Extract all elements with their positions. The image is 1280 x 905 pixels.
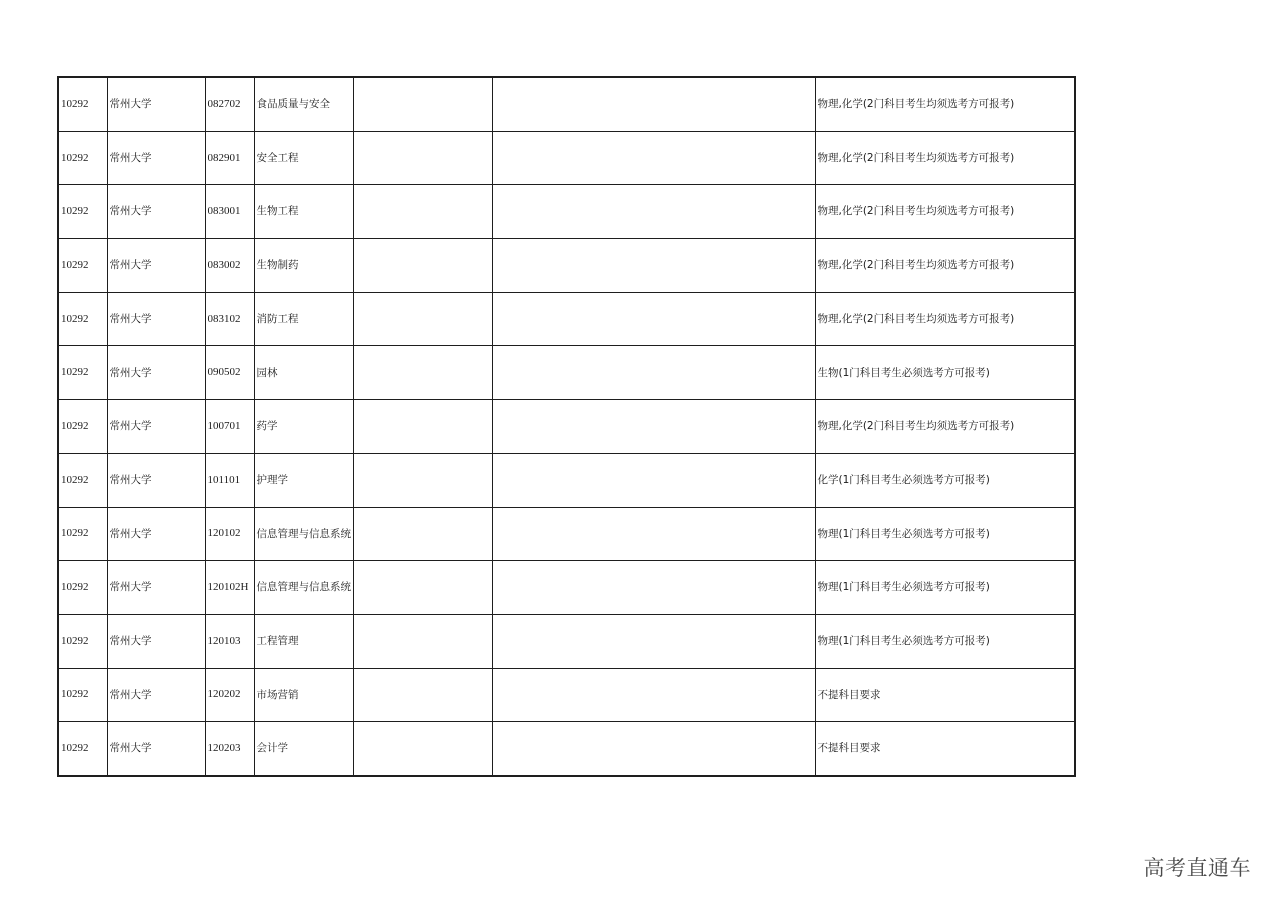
major-code-cell: 083002 — [205, 239, 254, 293]
major-name-cell: 园林 — [254, 346, 353, 400]
table-row — [58, 507, 1075, 561]
major-name-cell: 生物制药 — [254, 239, 353, 293]
major-code-cell: 120202 — [205, 668, 254, 722]
major-code-cell: 120203 — [205, 722, 254, 776]
empty-cell — [492, 77, 815, 131]
subject-requirement-cell: 物理,化学(2门科目考生均须选考方可报考) — [815, 131, 1075, 185]
empty-cell — [492, 507, 815, 561]
major-name-cell: 药学 — [254, 400, 353, 454]
subject-requirement-cell: 物理,化学(2门科目考生均须选考方可报考) — [815, 77, 1075, 131]
empty-cell — [353, 131, 492, 185]
empty-cell — [353, 292, 492, 346]
school-code-cell: 10292 — [58, 507, 107, 561]
school-code-cell: 10292 — [58, 722, 107, 776]
subject-requirement-cell: 物理,化学(2门科目考生均须选考方可报考) — [815, 185, 1075, 239]
major-code-cell: 083001 — [205, 185, 254, 239]
table-row — [58, 453, 1075, 507]
school-code-cell: 10292 — [58, 185, 107, 239]
school-name-cell: 常州大学 — [107, 239, 205, 293]
empty-cell — [353, 561, 492, 615]
school-name-cell: 常州大学 — [107, 453, 205, 507]
subject-requirement-cell: 不提科目要求 — [815, 668, 1075, 722]
table-row — [58, 561, 1075, 615]
school-name-cell: 常州大学 — [107, 185, 205, 239]
major-name-cell: 工程管理 — [254, 614, 353, 668]
empty-cell — [492, 239, 815, 293]
table-row — [58, 722, 1075, 776]
empty-cell — [353, 185, 492, 239]
major-code-cell: 120102 — [205, 507, 254, 561]
major-name-cell: 生物工程 — [254, 185, 353, 239]
table-row — [58, 292, 1075, 346]
table-row — [58, 346, 1075, 400]
school-name-cell: 常州大学 — [107, 346, 205, 400]
empty-cell — [353, 614, 492, 668]
school-name-cell: 常州大学 — [107, 292, 205, 346]
empty-cell — [353, 239, 492, 293]
school-code-cell: 10292 — [58, 453, 107, 507]
major-code-cell: 120102H — [205, 561, 254, 615]
empty-cell — [492, 131, 815, 185]
school-code-cell: 10292 — [58, 614, 107, 668]
major-code-cell: 083102 — [205, 292, 254, 346]
major-name-cell: 市场营销 — [254, 668, 353, 722]
subject-requirement-cell: 物理(1门科目考生必须选考方可报考) — [815, 507, 1075, 561]
school-code-cell: 10292 — [58, 561, 107, 615]
empty-cell — [492, 292, 815, 346]
major-name-cell: 护理学 — [254, 453, 353, 507]
major-name-cell: 安全工程 — [254, 131, 353, 185]
subject-requirement-cell: 化学(1门科目考生必须选考方可报考) — [815, 453, 1075, 507]
subject-requirements-table — [57, 76, 1076, 777]
empty-cell — [353, 77, 492, 131]
table-row — [58, 131, 1075, 185]
major-code-cell: 082901 — [205, 131, 254, 185]
table-row — [58, 614, 1075, 668]
table-row — [58, 77, 1075, 131]
major-name-cell: 会计学 — [254, 722, 353, 776]
empty-cell — [492, 561, 815, 615]
table-body — [58, 77, 1075, 776]
empty-cell — [353, 346, 492, 400]
subject-requirement-cell: 不提科目要求 — [815, 722, 1075, 776]
empty-cell — [492, 668, 815, 722]
school-code-cell: 10292 — [58, 668, 107, 722]
empty-cell — [353, 400, 492, 454]
school-code-cell: 10292 — [58, 346, 107, 400]
subject-requirement-cell: 物理,化学(2门科目考生均须选考方可报考) — [815, 239, 1075, 293]
major-code-cell: 101101 — [205, 453, 254, 507]
school-name-cell: 常州大学 — [107, 77, 205, 131]
major-name-cell: 信息管理与信息系统 — [254, 561, 353, 615]
major-name-cell: 食品质量与安全 — [254, 77, 353, 131]
empty-cell — [353, 722, 492, 776]
empty-cell — [492, 614, 815, 668]
school-name-cell: 常州大学 — [107, 722, 205, 776]
school-name-cell: 常州大学 — [107, 507, 205, 561]
school-code-cell: 10292 — [58, 131, 107, 185]
school-code-cell: 10292 — [58, 292, 107, 346]
empty-cell — [492, 722, 815, 776]
major-name-cell: 信息管理与信息系统 — [254, 507, 353, 561]
empty-cell — [492, 453, 815, 507]
major-code-cell: 082702 — [205, 77, 254, 131]
major-code-cell: 100701 — [205, 400, 254, 454]
table-row — [58, 185, 1075, 239]
empty-cell — [353, 507, 492, 561]
empty-cell — [492, 400, 815, 454]
major-name-cell: 消防工程 — [254, 292, 353, 346]
major-code-cell: 090502 — [205, 346, 254, 400]
major-code-cell: 120103 — [205, 614, 254, 668]
empty-cell — [353, 453, 492, 507]
subject-requirement-cell: 物理,化学(2门科目考生均须选考方可报考) — [815, 292, 1075, 346]
school-name-cell: 常州大学 — [107, 561, 205, 615]
school-code-cell: 10292 — [58, 77, 107, 131]
school-name-cell: 常州大学 — [107, 131, 205, 185]
school-code-cell: 10292 — [58, 400, 107, 454]
empty-cell — [492, 185, 815, 239]
table-row — [58, 668, 1075, 722]
table-row — [58, 400, 1075, 454]
subject-requirement-cell: 物理,化学(2门科目考生均须选考方可报考) — [815, 400, 1075, 454]
school-name-cell: 常州大学 — [107, 668, 205, 722]
watermark-text: 高考直通车 — [1143, 856, 1251, 880]
school-code-cell: 10292 — [58, 239, 107, 293]
school-name-cell: 常州大学 — [107, 614, 205, 668]
subject-requirement-cell: 物理(1门科目考生必须选考方可报考) — [815, 561, 1075, 615]
empty-cell — [492, 346, 815, 400]
school-name-cell: 常州大学 — [107, 400, 205, 454]
subject-requirement-cell: 物理(1门科目考生必须选考方可报考) — [815, 614, 1075, 668]
subject-requirement-cell: 生物(1门科目考生必须选考方可报考) — [815, 346, 1075, 400]
empty-cell — [353, 668, 492, 722]
table-row — [58, 239, 1075, 293]
